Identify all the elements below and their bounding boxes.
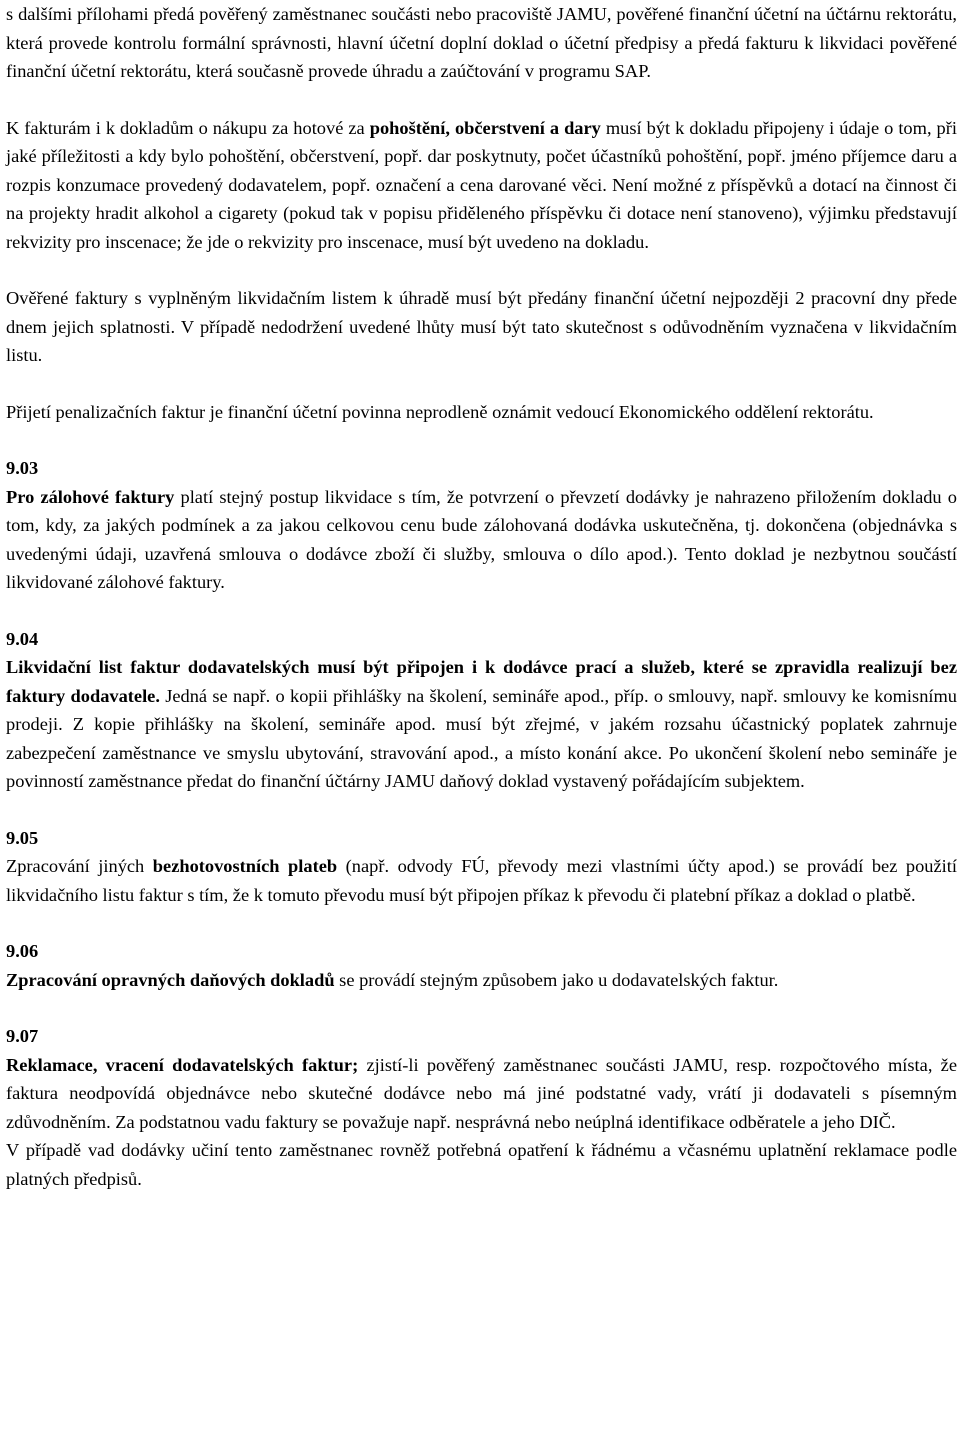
- paragraph-verified-invoices-deadline: Ověřené faktury s vyplněným likvidačním listem k úhradě musí být předány finanční účetní nejpozději 2 pracovní dny přede dnem jejich splatnosti. V případě nedodržení uvedené lhůty musí být tato skutečnost s odůvodněním vyznačena v likvidačním listu.: [6, 288, 957, 365]
- paragraph-cashless-payments: Zpracování jiných bezhotovostních plateb (např. odvody FÚ, převody mezi vlastními účty apod.) se provádí bez použití likvidačního listu faktur s tím, že k tomuto převodu musí být připojen příkaz k převodu či platební příkaz a doklad o platbě.: [6, 856, 957, 905]
- paragraph-complaints-returns: Reklamace, vracení dodavatelských faktur; zjistí-li pověřený zaměstnanec součásti JAMU, resp. rozpočtového místa, že faktura neodpovídá objednávce nebo skutečné dodávce nebo má jiné podstatné vady, vrátí ji dodavateli s písemným zdůvodněním. Za podstatnou vadu faktury se považuje např. nesprávná nebo neúplná identifikace odběratele a jeho DIČ.: [6, 1054, 957, 1132]
- section-number-906: 9.06: [6, 941, 39, 961]
- paragraph-delivery-defects: V případě vad dodávky učiní tento zaměstnanec rovněž potřebná opatření k řádnému a včasnému uplatnění reklamace podle platných předpisů.: [6, 1140, 957, 1189]
- section-number-903: 9.03: [6, 458, 39, 478]
- paragraph-submission-procedure: s dalšími přílohami předá pověřený zaměstnanec součásti nebo pracoviště JAMU, pověřené finanční účetní na účtárnu rektorátu, která provede kontrolu formální správnosti, hlavní účetní doplní doklad o účetní předpisy a předá fakturu k likvidaci pověřené finanční účetní rektorátu, která současně provede úhradu a zaúčtování v programu SAP.: [6, 4, 957, 81]
- paragraph-liquidation-sheet: Likvidační list faktur dodavatelských musí být připojen i k dodávce prací a služeb, které se zpravidla realizují bez faktury dodavatele. Jedná se např. o kopii přihlášky na školení, semináře apod., příp. o smlouvy, např. smlouvy ke komisnímu prodeji. Z kopie přihlášky na školení, semináře apod. musí být zřejmé, v jakém rozsahu účastnický poplatek zahrnuje zabezpečení zaměstnance ve smyslu ubytování, stravování apod., a místo konání akce. Po ukončení školení nebo semináře je povinností zaměstnance předat do finanční účtárny JAMU daňový doklad vystavený pořádajícím subjektem.: [6, 657, 957, 791]
- section-number-905: 9.05: [6, 827, 39, 848]
- section-number-904: 9.04: [6, 628, 39, 649]
- paragraph-advance-invoices: Pro zálohové faktury platí stejný postup likvidace s tím, že potvrzení o převzetí dodávky je nahrazeno přiložením dokladu o tom, kdy, za jakých podmínek a za jakou celkovou cenu bude zálohovaná dodávka uskutečněna, tj. dokončena (objednávka s uvedenými údaji, uzavřená smlouva o dodávce zboží či služby, smlouva o dílo apod.). Tento doklad je nezbytnou součástí likvidované zálohové faktury.: [6, 486, 957, 592]
- paragraph-corrective-tax-documents: Zpracování opravných daňových dokladů se provádí stejným způsobem jako u dodavatelských faktur.: [6, 969, 779, 990]
- paragraph-hospitality-invoices: K fakturám i k dokladům o nákupu za hotové za pohoštění, občerstvení a dary musí být k dokladu připojeny i údaje o tom, při jaké příležitosti a kdy bylo pohoštění, občerstvení, popř. dar poskytnuty, počet účastníků pohoštění, popř. jméno příjemce daru a rozpis konzumace provedený dodavatelem, popř. označení a cena darované věci. Není možné z příspěvků a dotací na činnost či na projekty hradit alkohol a cigarety (pokud tak v popisu přiděleného příspěvku či dotace není stanoveno), výjimku představují rekvizity pro inscenace; že jde o rekvizity pro inscenace, musí být uvedeno na dokladu.: [6, 117, 957, 252]
- section-number-907: 9.07: [6, 1026, 39, 1046]
- paragraph-penalty-invoices: Přijetí penalizačních faktur je finanční účetní povinna neprodleně oznámit vedoucí Ekonomického oddělení rektorátu.: [6, 401, 874, 422]
